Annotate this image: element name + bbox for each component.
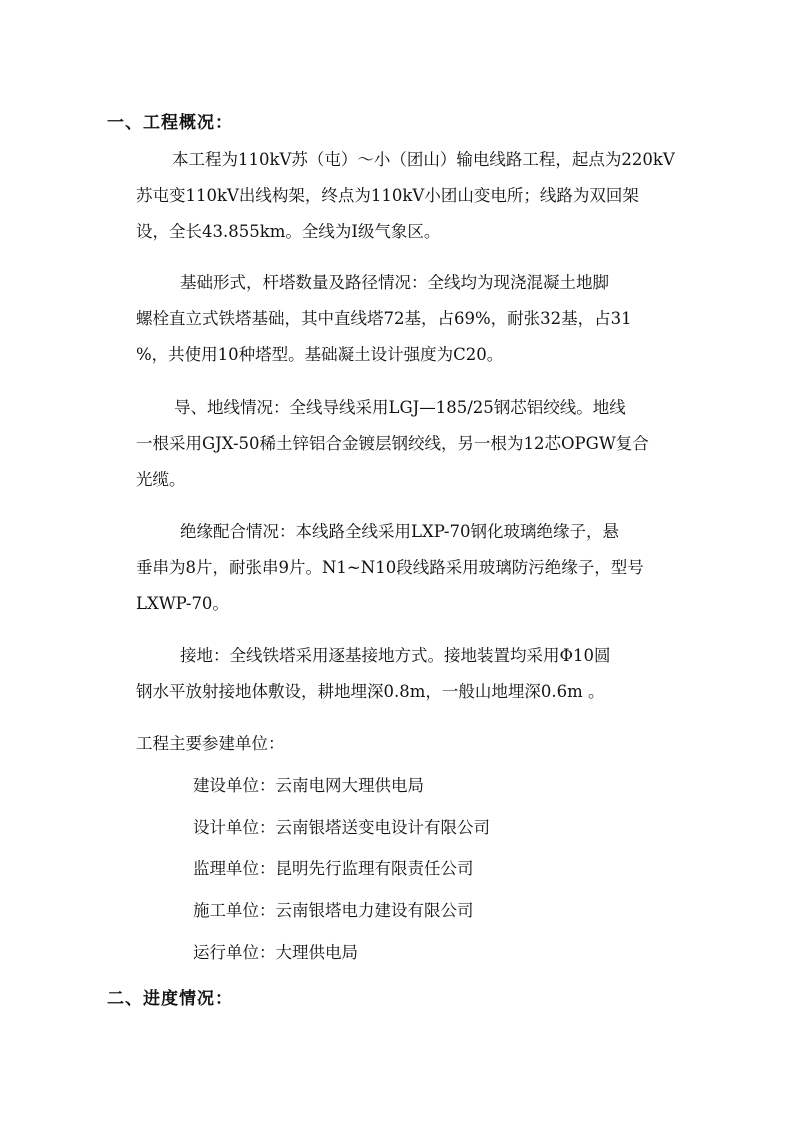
- grounding-line-1: 接地：全线铁塔采用逐基接地方式。接地装置均采用Φ10圆: [180, 646, 611, 665]
- unit-contractor: 施工单位：云南银塔电力建设有限公司: [193, 901, 474, 920]
- grounding-paragraph: [136, 638, 611, 710]
- insulation-paragraph: [136, 514, 644, 622]
- overview-line-1: 本工程为110kV苏（屯）～小（团山）输电线路工程，起点为220kV: [172, 150, 675, 169]
- section-2-heading: 二、进度情况：: [107, 989, 233, 1009]
- insulation-line-1: 绝缘配合情况：本线路全线采用LXP-70钢化玻璃绝缘子，悬: [180, 522, 619, 541]
- unit-operation: 运行单位：大理供电局: [193, 943, 358, 962]
- conductor-line-3: 光缆。: [136, 470, 186, 489]
- participating-units-label: 工程主要参建单位：: [136, 734, 285, 753]
- unit-construction: 建设单位：云南电网大理供电局: [193, 776, 424, 795]
- foundation-line-2: 螺栓直立式铁塔基础，其中直线塔72基，占69%，耐张32基，占31: [136, 309, 632, 328]
- overview-paragraph: [136, 142, 675, 250]
- unit-supervision: 监理单位：昆明先行监理有限责任公司: [193, 859, 474, 878]
- section-1-heading: 一、工程概况：: [107, 113, 233, 133]
- insulation-line-3: LXWP-70。: [136, 594, 229, 613]
- grounding-line-2: 钢水平放射接地体敷设，耕地埋深0.8m，一般山地埋深0.6m 。: [136, 682, 605, 701]
- overview-line-3: 设，全长43.855km。全线为Ⅰ级气象区。: [136, 222, 441, 241]
- conductor-line-2: 一根采用GJX-50稀土锌铝合金镀层钢绞线，另一根为12芯OPGW复合: [136, 434, 649, 453]
- conductor-paragraph: [136, 390, 649, 498]
- insulation-line-2: 垂串为8片，耐张串9片。N1~N10段线路采用玻璃防污绝缘子，型号: [136, 558, 644, 577]
- unit-design: 设计单位：云南银塔送变电设计有限公司: [193, 818, 490, 837]
- overview-line-2: 苏屯变110kV出线构架，终点为110kV小团山变电所；线路为双回架: [136, 186, 639, 205]
- foundation-line-3: %，共使用10种塔型。基础凝土设计强度为C20。: [136, 345, 504, 364]
- conductor-line-1: 导、地线情况：全线导线采用LGJ—185/25钢芯铝绞线。地线: [174, 398, 626, 417]
- foundation-line-1: 基础形式，杆塔数量及路径情况：全线均为现浇混凝土地脚: [180, 273, 609, 292]
- foundation-paragraph: [136, 265, 632, 373]
